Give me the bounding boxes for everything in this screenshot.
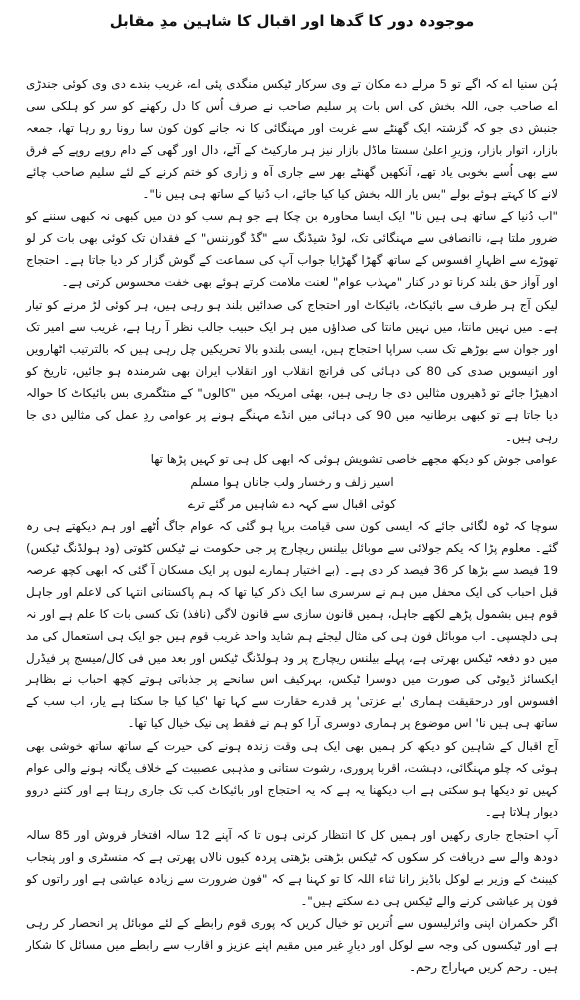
paragraph: لیکن آج ہر طرف سے بائیکاٹ، بائیکاٹ اور احتجاج کی صدائیں بلند ہو رہی ہیں، ہر کوئی لڑ مرنے کو تیار ہے۔ میں نہیں مانتا، میں نہیں مانتا کی صداؤں میں ہر ایک حبیب جالب نظر آ رہا ہے، غریب سے امیر تک اور جوان سے بوڑھے تک سب سراپا احتجاج ہیں، ایسی بلندو بالا تحریکیں چل رہی ہیں کہ بالترتیب اٹھارویں اور انیسویں صدی کی 80 کی دہائی کی فرانچ انقلاب اور انقلاب ایران بھی شرمندہ ہو جائیں، تاریخ کو ادھیڑا جائے تو ڈھیروں مثالیں دی جا رہی ہیں، بھئی امریکہ میں "کالوں" کے منٹگمری بس بائیکاٹ کا حوالہ دیا جاتا ہے تو کبھی برطانیہ میں 90 کی دہائی میں انڈے مہنگے ہونے پر عوامی ردِ عمل کی مثالیں دی جا رہی ہیں۔ xyxy=(26,298,559,444)
paragraph: "اب دُنیا کے ساتھ ہی ہیں نا" ایک ایسا محاورہ بن چکا ہے جو ہم سب کو دن میں کبھی نہ کبھی سننے کو ضرور ملتا ہے، ناانصافی سے مہنگائی تک، لوڈ شیڈنگ سے "گڈ گورننس" کے فقدان تک کوئی بھی بات کر لو تھوڑے سے اظہارِ افسوس کے ساتھ گھڑا گھڑایا جواب آپ کی سماعت کے گوش گزار کر دیا جاتا ہے۔ احتجاج اور آواز حق بلند کرنا تو در کنار "مہذب عوام" لعنت ملامت کرتے ہوئے بھی خفت محسوس کرتی ہے۔ xyxy=(26,209,558,290)
article-title: موجودہ دور کا گدھا اور اقبال کا شاہین مدِ مقابل xyxy=(109,12,475,30)
verse-line: اسیر زلف و رخسار ولب جاناں ہوا مسلم xyxy=(190,475,394,490)
paragraph: آج اقبال کے شاہین کو دیکھ کر ہمیں بھی ایک ہی وقت زندہ ہونے کی حیرت کے ساتھ ساتھ خوشی بھی ہوئی کہ چلو مہنگائی، دہشت، اقربا پروری، رشوت ستانی و مذہبی عصبیت کے خلاف یگانہ ہونے والی عوام کہیں تو دیکھا ہو سکتی ہے اب دیکھنا یہ ہے کہ یہ احتجاج اور بائیکاٹ کب تک جاری رہتا ہے اور کتنے دروو دیوار ہلاتا ہے۔ xyxy=(26,739,558,819)
paragraph: آپ احتجاج جاری رکھیں اور ہمیں کل کا انتظار کرنی ہوں تا کہ آپنے 12 سالہ افتخار فروش اور 85 سالہ دودھ والے سے دریافت کر سکوں کہ ٹیکس بڑھتی بڑھتی پردہ کیوں نالاں پھرتی ہے کہ منسٹری و اور پنجاب کیبنٹ کے وزیر بے لوکل باڈیز رانا ثناء اللہ کا تو کہنا ہے کہ "فون ضرورت سے زیادہ عیاشی ہے اور راتوں کو فون پر عیاشی کرنے والے ٹیکس ہی دے سکتے ہیں"۔ xyxy=(26,827,559,908)
paragraph: عوامی جوش کو دیکھ مجھے خاصی تشویش ہوئی کہ ابھی کل ہی تو کہیں پڑھا تھا xyxy=(150,452,558,467)
paragraph: سوچا کہ ٹوہ لگائی جائے کہ ایسی کون سی قیامت برپا ہو گئی کہ عوام جاگ اُٹھے اور ہم دیکھتے ہی رہ گئے۔ معلوم پڑا کہ یکم جولائی سے موبائل بیلنس ریچارج پر جی حکومت نے ٹیکس کٹوتی (ود ہولڈنگ ٹیکس) 19 فیصد سے بڑھا کر 36 فیصد کر دی ہے۔ (بے اختیار ہمارے لبوں پر ایک مسکان آ گئی کہ ابھی کچھ عرصہ قبل احباب کی ایک محفل میں ہم نے سرسری سا ایک ذکر کیا تھا کہ ہم پاکستانی انتہا کی لاعلم اور جاہل قوم ہیں بشمول پڑھے لکھے جاہل، ہمیں قانون سازی سے قانون لاگی (نافذ) تک کسی بات کا علم ہے اور نہ ہی دلچسپی۔ اب موبائل فون ہی کی مثال لیجئے ہم شاید واحد غریب قوم ہیں جو ایک ہی استعمال کی مد میں دو دفعہ ٹیکس بھرتی ہے، پہلے بیلنس ریچارج پر ود ہولڈنگ ٹیکس اور بعد میں فی کال/میسج پر فیڈرل ایکسائز ڈیوٹی کی صورت میں دوسرا ٹیکس، بہرکیف اس سانحے پر جذباتی ہوتے کچھ احباب نے بظاہر افسوس اور درحقیقت ہماری 'بے عزتی' پر قدرے حقارت سے کہا تھا 'کیا کیا جا سکتا ہے یار، اب سب کے ساتھ ہی ہیں نا' اس موضوع پر ہماری دوسری آرا کو ہم نے فقط پی نیک خیال کیا تھا۔ xyxy=(26,519,559,731)
paragraph: اگر حکمران اپنی وائرلیسوں سے اُتریں تو خیال کریں کہ پوری قوم رابطے کے لئے موبائل پر انحصار کر رہی ہے اور ٹیکسوں کی وجہ سے لوکل اور دیارِ غیر میں مقیم اپنے عزیز و اقارب سے رابطے میں مسائل کا شکار ہیں۔ رحم کریں مہاراج رحم۔ xyxy=(26,916,558,975)
paragraph: ہُن سنیا اے کہ اگے تو 5 مرلے دے مکان تے وی سرکار ٹیکس منگدی پئی اے، غریب بندے دی وی کوئی جندڑی اے صاحب جی، اللہ بخش کی اس بات پر سلیم صاحب نے صرف اُس کا دل رکھنے کو سر کو ہلکی سی جنبش دی جو کہ گزشتہ ایک گھنٹے سے غربت اور مہنگائی کا نہ جانے کون کون سا رونا رو رہا تھا، جمعہ بازار، اتوار بازار، وزیرِ اعلیٰ سستا ماڈل بازار نیز ہر مارکیٹ کے آٹے، دال اور گھی کے دام روپے روپے کے فرق سے بھی اُسے بخوبی یاد تھے، آنکھیں گھنٹے بھر سے جاری آہ و زاری کو ختم کرنے کے لئے سلیم صاحب چائے لانے کا کہتے ہوئے بولے "بس یار اللہ بخش کیا کیا جائے، اب دُنیا کے ساتھ ہی ہیں نا"۔ xyxy=(26,77,558,201)
verse-line: کوئی اقبال سے کہہ دے شاہیں مر گئے ترے xyxy=(187,497,397,512)
